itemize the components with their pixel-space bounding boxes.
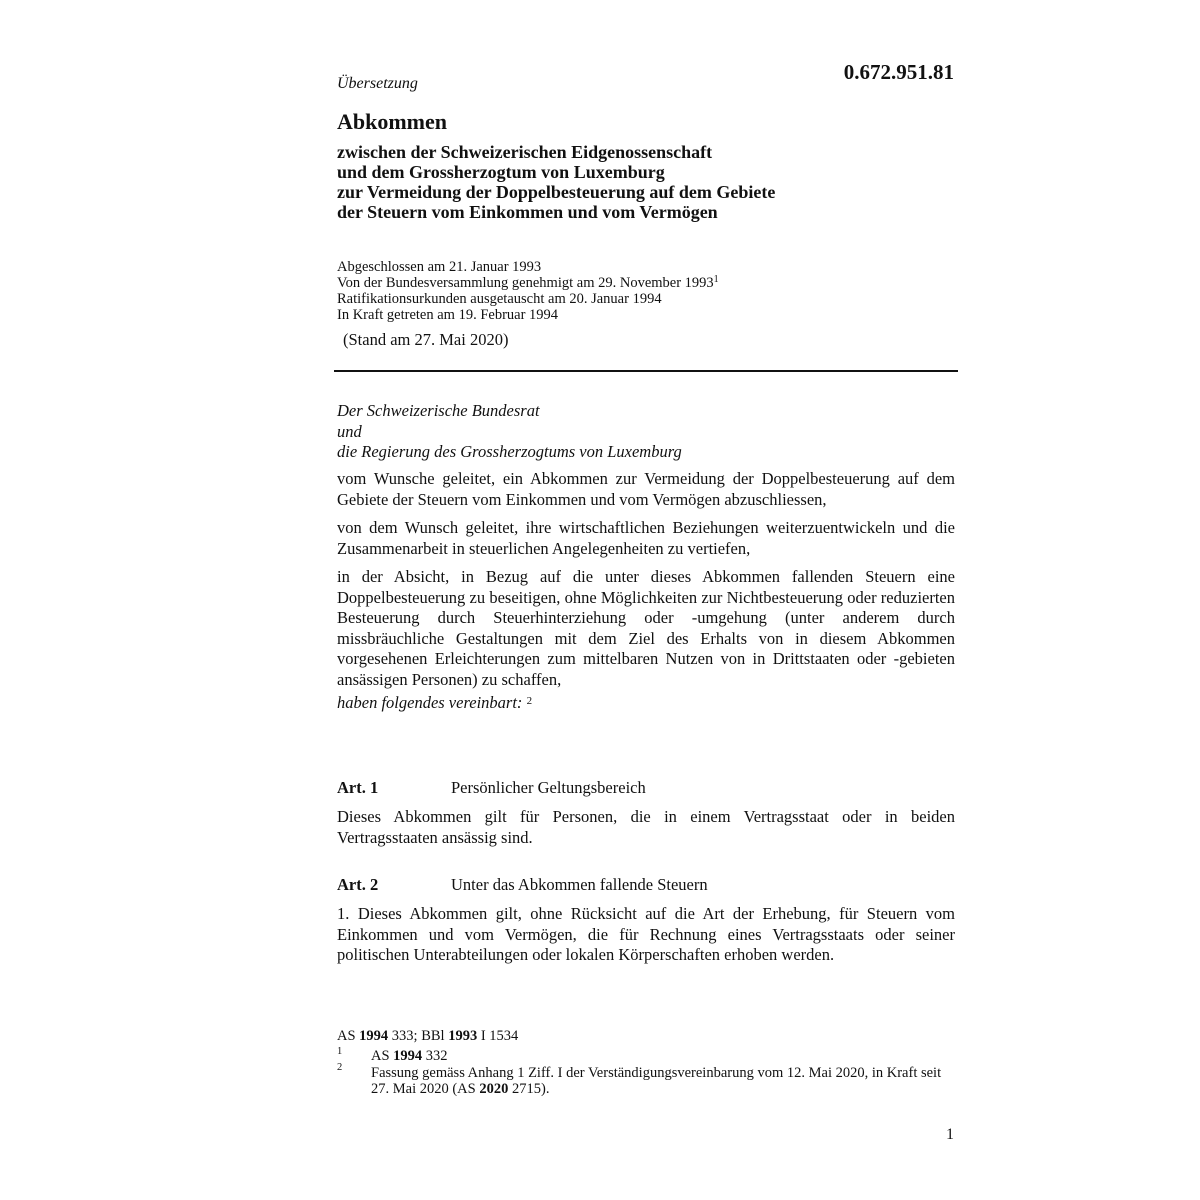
- status-date: (Stand am 27. Mai 2020): [343, 330, 509, 349]
- page-number: 1: [946, 1126, 954, 1143]
- article-number: Art. 1: [337, 778, 379, 797]
- footnote-ref-1[interactable]: 1: [713, 274, 719, 285]
- contracting-parties: [337, 401, 682, 463]
- approval-date: Von der Bundesversammlung genehmigt am 29. November 1993: [337, 275, 714, 291]
- party-conjunction: und: [337, 421, 362, 441]
- subtitle-line: und dem Grossherzogtum von Luxemburg: [337, 162, 665, 182]
- article-number: Art. 2: [337, 875, 379, 894]
- approval-line: [337, 275, 719, 291]
- subtitle-line: der Steuern vom Einkommen und vom Vermögen: [337, 202, 718, 222]
- preamble-paragraph: von dem Wunsch geleitet, ihre wirtschaftlichen Beziehungen weiterzuentwickeln und die Zusammenarbeit in steuerlichen Angelegenheiten zu vertiefen,: [337, 518, 955, 558]
- concluded-date: Abgeschlossen am 21. Januar 1993: [337, 259, 542, 275]
- article-title: Persönlicher Geltungsbereich: [451, 778, 646, 797]
- article-text: Dieses Abkommen gilt für Personen, die in einem Vertragsstaat oder in beiden Vertragsstaaten ansässig sind.: [337, 807, 955, 847]
- treaty-metadata: [337, 259, 719, 323]
- preamble-paragraph: in der Absicht, in Bezug auf die unter dieses Abkommen fallenden Steuern eine Doppelbesteuerung zu beseitigen, ohne Möglichkeiten zur Nichtbesteuerung oder reduzierten Besteuerung durch Steuerhinterziehung oder -umgehung (unter anderem durch missbräuchliche Gestaltungen mit dem Ziel des Erhalts von in diesem Abkommen vorgesehenen Erleichterungen zum mittelbaren Nutzen von in Drittstaaten oder -gebieten ansässigen Personen) zu schaffen,: [337, 567, 955, 689]
- subtitle-line: zwischen der Schweizerischen Eidgenossenschaft: [337, 142, 713, 162]
- sr-number: 0.672.951.81: [843, 60, 954, 84]
- in-force-date: In Kraft getreten am 19. Februar 1994: [337, 307, 559, 323]
- translation-label: Übersetzung: [337, 75, 418, 92]
- party-switzerland: Der Schweizerische Bundesrat: [337, 401, 540, 420]
- subtitle-line: zur Vermeidung der Doppelbesteuerung auf dem Gebiete: [337, 182, 776, 202]
- agreement-text: haben folgendes vereinbart:: [337, 693, 523, 712]
- party-luxembourg: die Regierung des Grossherzogtums von Luxemburg: [337, 442, 682, 461]
- article-text: 1. Dieses Abkommen gilt, ohne Rücksicht auf die Art der Erhebung, für Steuern vom Einkommen und vom Vermögen, die für Rechnung eines Vertragsstaats oder seiner politischen Unterabteilungen oder lokalen Körperschaften erhoben werden.: [337, 904, 955, 964]
- source-reference: AS 1994 333; BBl 1993 I 1534: [337, 1028, 519, 1044]
- article-title: Unter das Abkommen fallende Steuern: [451, 875, 708, 894]
- document-title: Abkommen: [337, 109, 448, 134]
- footnote-mark-2: 2: [337, 1062, 343, 1073]
- preamble-paragraph: vom Wunsche geleitet, ein Abkommen zur Vermeidung der Doppelbesteuerung auf dem Gebiete der Steuern vom Einkommen und vom Vermögen abzuschliessen,: [337, 469, 955, 509]
- footnote-1: AS 1994 332: [371, 1048, 448, 1064]
- agreement-clause: [337, 693, 532, 713]
- document-subtitle: [337, 142, 775, 222]
- ratification-date: Ratifikationsurkunden ausgetauscht am 20. Januar 1994: [337, 291, 662, 307]
- footnote-mark-1: 1: [337, 1046, 343, 1057]
- footnote-ref-2[interactable]: 2: [526, 695, 533, 707]
- footnote-2: Fassung gemäss Anhang 1 Ziff. I der Verständigungsvereinbarung vom 12. Mai 2020, in Kraft seit 27. Mai 2020 (AS 2020 2715).: [371, 1065, 942, 1097]
- header-divider: [334, 370, 958, 372]
